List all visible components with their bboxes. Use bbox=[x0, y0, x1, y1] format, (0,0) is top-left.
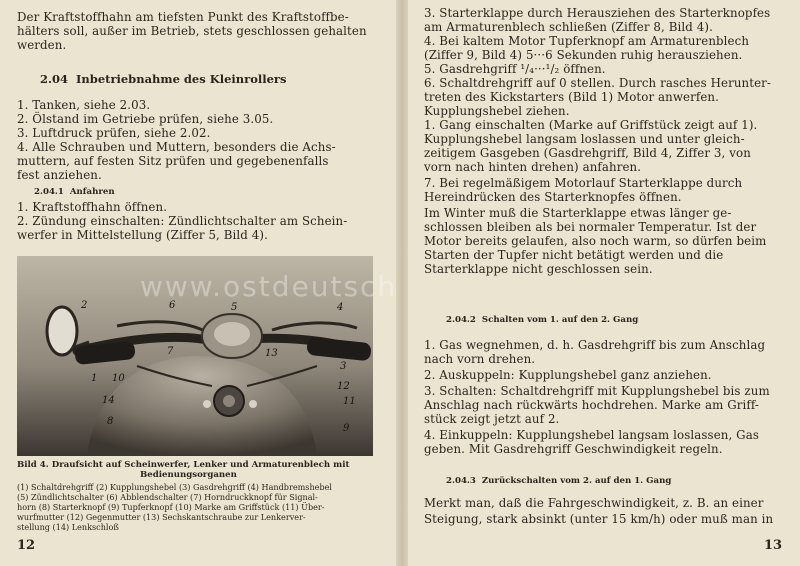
list-item: nach vorn drehen. bbox=[424, 352, 536, 366]
list-item: 2. Auskuppeln: Kupplungshebel ganz anziehen. bbox=[424, 368, 712, 382]
subsection-heading bbox=[446, 476, 671, 486]
section-heading bbox=[40, 72, 286, 86]
list-item: 3. Luftdruck prüfen, siehe 2.02. bbox=[17, 126, 211, 140]
list-item: werfer in Mittelstellung (Ziffer 5, Bild 4). bbox=[17, 228, 268, 242]
list-item: 4. Einkuppeln: Kupplungshebel langsam loslassen, Gas bbox=[424, 428, 759, 442]
list-item: 3. Starterklappe durch Herausziehen des Starterknopfes bbox=[424, 6, 771, 20]
figure-caption-title: Bedienungsorganen bbox=[140, 470, 237, 480]
list-item: 4. Alle Schrauben und Muttern, besonders die Achs- bbox=[17, 140, 336, 154]
list-item: 3. Schalten: Schaltdrehgriff mit Kupplungshebel bis zum bbox=[424, 384, 770, 398]
paragraph-line: Merkt man, daß die Fahrgeschwindigkeit, z. B. an einer bbox=[424, 496, 764, 510]
list-item: 2. Ölstand im Getriebe prüfen, siehe 3.05. bbox=[17, 112, 274, 126]
label-12: 12 bbox=[337, 381, 350, 392]
list-item: 4. Bei kaltem Motor Tupferknopf am Armaturenblech bbox=[424, 34, 750, 48]
list-item: geben. Mit Gasdrehgriff Geschwindigkeit regeln. bbox=[424, 442, 723, 456]
list-item: am Armaturenblech schließen (Ziffer 8, Bild 4). bbox=[424, 20, 713, 34]
label-2: 2 bbox=[81, 300, 88, 311]
paragraph-line: Steigung, stark absinkt (unter 15 km/h) oder muß man in bbox=[424, 512, 774, 526]
subsection-number: 2.04.1 bbox=[34, 187, 64, 197]
subsection-heading bbox=[446, 315, 638, 325]
list-item: fest anziehen. bbox=[17, 168, 102, 182]
list-item: Motor bereits gelaufen, also noch warm, so dürfen beim bbox=[424, 234, 767, 248]
list-item: Kupplungshebel langsam loslassen und unter gleich- bbox=[424, 132, 745, 146]
list-item: Hereindrücken des Starterknopfes öffnen. bbox=[424, 190, 682, 204]
tickler-knob bbox=[249, 400, 257, 408]
caption-line: stellung (14) Lenkschloß bbox=[17, 522, 119, 532]
subsection-number: 2.04.3 bbox=[446, 476, 476, 486]
label-9: 9 bbox=[343, 423, 350, 434]
section-number: 2.04 bbox=[40, 72, 69, 86]
subsection-title: Schalten vom 1. auf den 2. Gang bbox=[481, 315, 639, 325]
label-1: 1 bbox=[91, 373, 98, 384]
label-8: 8 bbox=[107, 416, 114, 427]
list-item: 1. Tanken, siehe 2.03. bbox=[17, 98, 151, 112]
caption-line: (1) Schaltdrehgriff (2) Kupplungshebel (3) Gasdrehgriff (4) Handbremshebel bbox=[17, 482, 333, 492]
list-item: treten des Kickstarters (Bild 1) Motor anwerfen. bbox=[424, 90, 719, 104]
label-10: 10 bbox=[112, 373, 125, 384]
label-4: 4 bbox=[337, 302, 344, 313]
caption-line: wurfmutter (12) Gegenmutter (13) Sechskantschraube zur Lenkerver- bbox=[17, 512, 306, 522]
list-item: 1. Kraftstoffhahn öffnen. bbox=[17, 200, 168, 214]
caption-line: horn (8) Starterknopf (9) Tupferknopf (10) Marke am Griffstück (11) Über- bbox=[17, 502, 325, 512]
speedometer bbox=[214, 322, 250, 346]
list-item: 6. Schaltdrehgriff auf 0 stellen. Durch rasches Herunter- bbox=[424, 76, 771, 90]
section-title: Inbetriebnahme des Kleinrollers bbox=[76, 72, 287, 86]
label-5: 5 bbox=[231, 302, 238, 313]
intro-line: werden. bbox=[17, 38, 67, 52]
list-item: schlossen bleiben als bei normaler Temperatur. Ist der bbox=[424, 220, 757, 234]
subsection-number: 2.04.2 bbox=[446, 315, 476, 325]
label-6: 6 bbox=[169, 300, 176, 311]
right-page bbox=[408, 0, 800, 566]
list-item: Starten der Tupfer nicht betätigt werden und die bbox=[424, 248, 724, 262]
label-13: 13 bbox=[265, 348, 278, 359]
intro-line: Der Kraftstoffhahn am tiefsten Punkt des Kraftstoffbe- bbox=[17, 10, 349, 24]
subsection-title: Anfahren bbox=[69, 187, 115, 197]
list-item: Im Winter muß die Starterklappe etwas länger ge- bbox=[424, 206, 732, 220]
list-item: (Ziffer 9, Bild 4) 5···6 Sekunden ruhig herausziehen. bbox=[424, 48, 743, 62]
page-number: 13 bbox=[764, 538, 783, 553]
subsection-title: Zurückschalten vom 2. auf den 1. Gang bbox=[481, 476, 672, 486]
list-item: 7. Bei regelmäßigem Motorlauf Starterklappe durch bbox=[424, 176, 743, 190]
list-item: 1. Gas wegnehmen, d. h. Gasdrehgriff bis zum Anschlag bbox=[424, 338, 766, 352]
label-14: 14 bbox=[102, 395, 115, 406]
list-item: Starterklappe nicht geschlossen sein. bbox=[424, 262, 653, 276]
subsection-heading bbox=[34, 187, 115, 197]
list-item: vorn nach hinten drehen) anfahren. bbox=[424, 160, 642, 174]
list-item: Kupplungshebel ziehen. bbox=[424, 104, 570, 118]
list-item: 2. Zündung einschalten: Zündlichtschalter am Schein- bbox=[17, 214, 348, 228]
lock-core bbox=[223, 395, 235, 407]
list-item: muttern, auf festen Sitz prüfen und gegebenenfalls bbox=[17, 154, 329, 168]
label-3: 3 bbox=[340, 361, 347, 372]
starter-knob bbox=[203, 400, 211, 408]
list-item: stück zeigt jetzt auf 2. bbox=[424, 412, 560, 426]
caption-line: (5) Zündlichtschalter (6) Abblendschalter (7) Horndruckknopf für Signal- bbox=[17, 492, 318, 502]
list-item: zeitigem Gasgeben (Gasdrehgriff, Bild 4, Ziffer 3, von bbox=[424, 146, 751, 160]
label-11: 11 bbox=[343, 396, 356, 407]
page-number: 12 bbox=[17, 538, 36, 553]
list-item: Anschlag nach rückwärts hochdrehen. Marke am Griff- bbox=[424, 398, 759, 412]
figure-caption-title: Bild 4. Draufsicht auf Scheinwerfer, Lenker und Armaturenblech mit bbox=[17, 460, 350, 470]
left-page bbox=[0, 0, 398, 566]
list-item: 1. Gang einschalten (Marke auf Griffstück zeigt auf 1). bbox=[424, 118, 758, 132]
label-7: 7 bbox=[167, 346, 174, 357]
intro-line: hälters soll, außer im Betrieb, stets geschlossen gehalten bbox=[17, 24, 367, 38]
watermark: www.ostdeutsch bbox=[140, 270, 398, 303]
list-item: 5. Gasdrehgriff ¹/₄···¹/₂ öffnen. bbox=[424, 62, 606, 76]
